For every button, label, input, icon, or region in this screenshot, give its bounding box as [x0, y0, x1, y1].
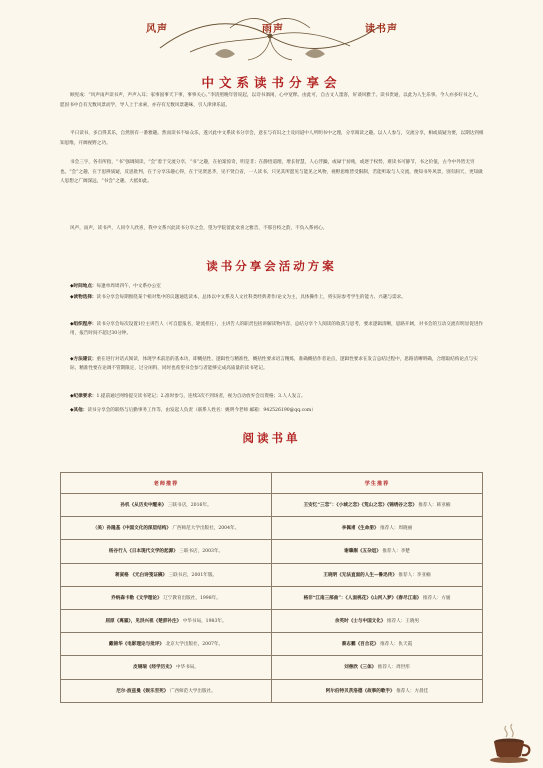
- activity-item-method: [70, 355, 485, 374]
- table-row: [61, 656, 483, 679]
- intro-paragraph-1: 顾宪成：“风声雨声读书声，声声入耳；家事国事天下事，事事关心。”李清照晚年曾说起，以诗书酒闲，心中宽释。由此可，自古文人墨客，好谈风雅于。读书贵通，以此为人生乐事。今人亦多好书之人，愿因书中自有无数风景而学，导人上于求索，亦存有无数风景趣味，引人津津乐道。: [60, 93, 482, 108]
- reading-list-table: [60, 472, 483, 703]
- activity-text: 读书分享会每期围绕某个相对集中的议题通选读本，总体以中文系及人文社科类经典著作/论文为主，具体操作上，将实际参考学生的能力、兴趣与需求。: [96, 295, 406, 300]
- teacher-pick-cell: 乔纳森卡勒《文学理论》 辽宁教育出版社，1998年。: [61, 586, 272, 609]
- teacher-pick-cell: 孙机《从历史中醒来》 三联书店，2016年。: [61, 494, 272, 517]
- activity-label: ◆组织程序：: [70, 322, 97, 327]
- student-pick-cell: 王晓明《无法直面的人生—鲁迅传》 推荐人：李亚楠: [272, 563, 483, 586]
- page-title: 中文系读书分享会: [201, 75, 342, 90]
- teacher-pick-cell: 戴锦华《电影理论与批评》 北京大学出版社，2007年。: [61, 633, 272, 656]
- table-row: [61, 586, 483, 609]
- intro-paragraph-2: 平日读书，多自得其乐，自然别有一番雅趣。然而读书不如众乐，遂兴此中文系读书分享会，意在与有识之士及同道中人所明书中之理，分享阅读之趣。以人人参与，交流分享，相或质疑为要，以期达到相知思维，开阔视野之功。: [60, 131, 484, 146]
- student-pick-cell: 阿尔伯特贝茨洛德《故事的歌手》 推荐人：方晨佳: [272, 679, 483, 702]
- student-pick-cell: 格非“江南三部曲”：《人面桃花》《山河入梦》《春尽江南》 推荐人：方媛: [272, 586, 483, 609]
- ornament-swirl-icon: [120, 8, 420, 68]
- table-row: [61, 609, 483, 632]
- activity-text: 读书分享会的联络与后勤事务工作等，由发起人负责（联系人姓名：姚明今老师 邮箱：942526190@qq.com）: [87, 408, 316, 413]
- column-header-teacher: 老师推荐: [61, 473, 272, 494]
- table-row: [61, 563, 483, 586]
- activity-text: 重在进行对话式阅读，体现学术前沿的基本功，即概括性、逻辑性与精准性，概括性要求语言精炼，准确概括作者论点，逻辑性要求在发言总结过程中，思路清晰明确，合理取结构论点与实际，精准性要在论调不管期限定，过分闲料，同时也希望书会参与者能够完成高质量的读书笔记。: [70, 357, 478, 372]
- reading-list-title: 阅读书单: [242, 431, 301, 445]
- header-word-reading: 读书声: [365, 24, 398, 35]
- activity-item-reading-choice: [70, 293, 485, 302]
- activity-item-other: [70, 406, 485, 415]
- teacher-pick-cell: 尼尔·波兹曼《娱乐至死》 广西师范大学出版社。: [61, 679, 272, 702]
- table-row: [61, 517, 483, 540]
- activity-text: 读书分享会每次设置1位主讲告人（可自愿报名，轮流担任），主讲告人的职责包括讲解读物内容、总结分享个人阅读的收获与思考，要求逻辑清晰，思路开阔，对书会的互动交流有明显促进作用，报告时间不超过30分钟。: [70, 322, 484, 337]
- activity-text: 1.提前通过网络提交读书笔记；2.准时参与，连续3次不到场者，视为自动放弃会员资格；3.人人发言。: [96, 394, 306, 399]
- activity-label: ◆纪律要求：: [70, 394, 97, 399]
- intro-paragraph-4: 风声，雨声，读书声，人同令人欣喜，我中文系兴此读书分享之会，望为学院留此欢喜之雅音，不那吾校之韵，不负入系初心。: [70, 226, 328, 231]
- header-word-wind: 风声: [146, 24, 168, 35]
- activity-label: ◆时间地点：: [70, 284, 97, 289]
- student-pick-cell: 王安忆“三恋”：《小城之恋》《荒山之恋》《锦绣谷之恋》 推荐人：韩亚楠: [272, 494, 483, 517]
- table-row: [61, 633, 483, 656]
- header-banner: [0, 0, 543, 70]
- student-pick-cell: 蔡志鹏《百合花》 推荐人：仇天霞: [272, 633, 483, 656]
- activity-label: ◆其他：: [70, 408, 88, 413]
- teacher-pick-cell: 杨谷行人《日本现代文学的起源》 三联书店，2003年。: [61, 540, 272, 563]
- activity-item-procedure: [70, 320, 485, 339]
- table-row: [61, 540, 483, 563]
- table-row: [61, 494, 483, 517]
- student-pick-cell: 谢肇淛《五杂俎》 推荐人：李楚: [272, 540, 483, 563]
- table-header-row: [61, 473, 483, 494]
- student-pick-cell: 余英时《士与中国文化》 推荐人：王晓男: [272, 609, 483, 632]
- teacher-pick-cell: （美）孙隆基《中国文化的深层结构》 广西师范大学出版社，2004年。: [61, 517, 272, 540]
- table-row: [61, 679, 483, 702]
- activity-item-time: [70, 282, 485, 291]
- activity-section-title: 读书分享会活动方案: [206, 259, 337, 273]
- activity-item-discipline: [70, 392, 485, 401]
- student-pick-cell: 刘慈欣《三体》 推荐人：周世彤: [272, 656, 483, 679]
- intro-paragraph-3: 书会三字，各有所指，“书”强调阅读，“会”着于交流分享，“书”之趣，在拍案惊奇，明是非；在静悟道理，增长智慧，人心浮躁，或碌于贫贱，或逐于权势，难读书可静节，书之价值，古今中外皆无穷也。“会”之趣，在于思辨质疑，反思批判，在于分享乐趣心得，在于见贤思齐，见不贤自省，一人读书，只见其所愿见与能见之风物，视野思维皆受限制，若能听取与人交流，便知书外风景，别有洞天，更知做人思想之广阔深远，“书会”之趣，大抵如此。: [60, 160, 483, 185]
- activity-label: ◆读物选择：: [70, 295, 97, 300]
- activity-label: ◆方法建议：: [70, 357, 97, 362]
- teacher-pick-cell: 皮锡瑞《经学历史》 中华书局。: [61, 656, 272, 679]
- activity-text: 每逢单周周四午，中文系办公室: [96, 284, 161, 289]
- teacher-pick-cell: 屈原《离骚》，见洪兴祖《楚辞补注》 中华书局，1983年。: [61, 609, 272, 632]
- student-pick-cell: 李佩甫《生命册》 推荐人：周晓丽: [272, 517, 483, 540]
- teacher-pick-cell: 蒋寅格 《元白诗笺证稿》 三联书店，2001年版。: [61, 563, 272, 586]
- column-header-student: 学生推荐: [272, 473, 483, 494]
- coffee-cup-icon: [488, 722, 534, 764]
- header-word-rain: 雨声: [262, 24, 284, 35]
